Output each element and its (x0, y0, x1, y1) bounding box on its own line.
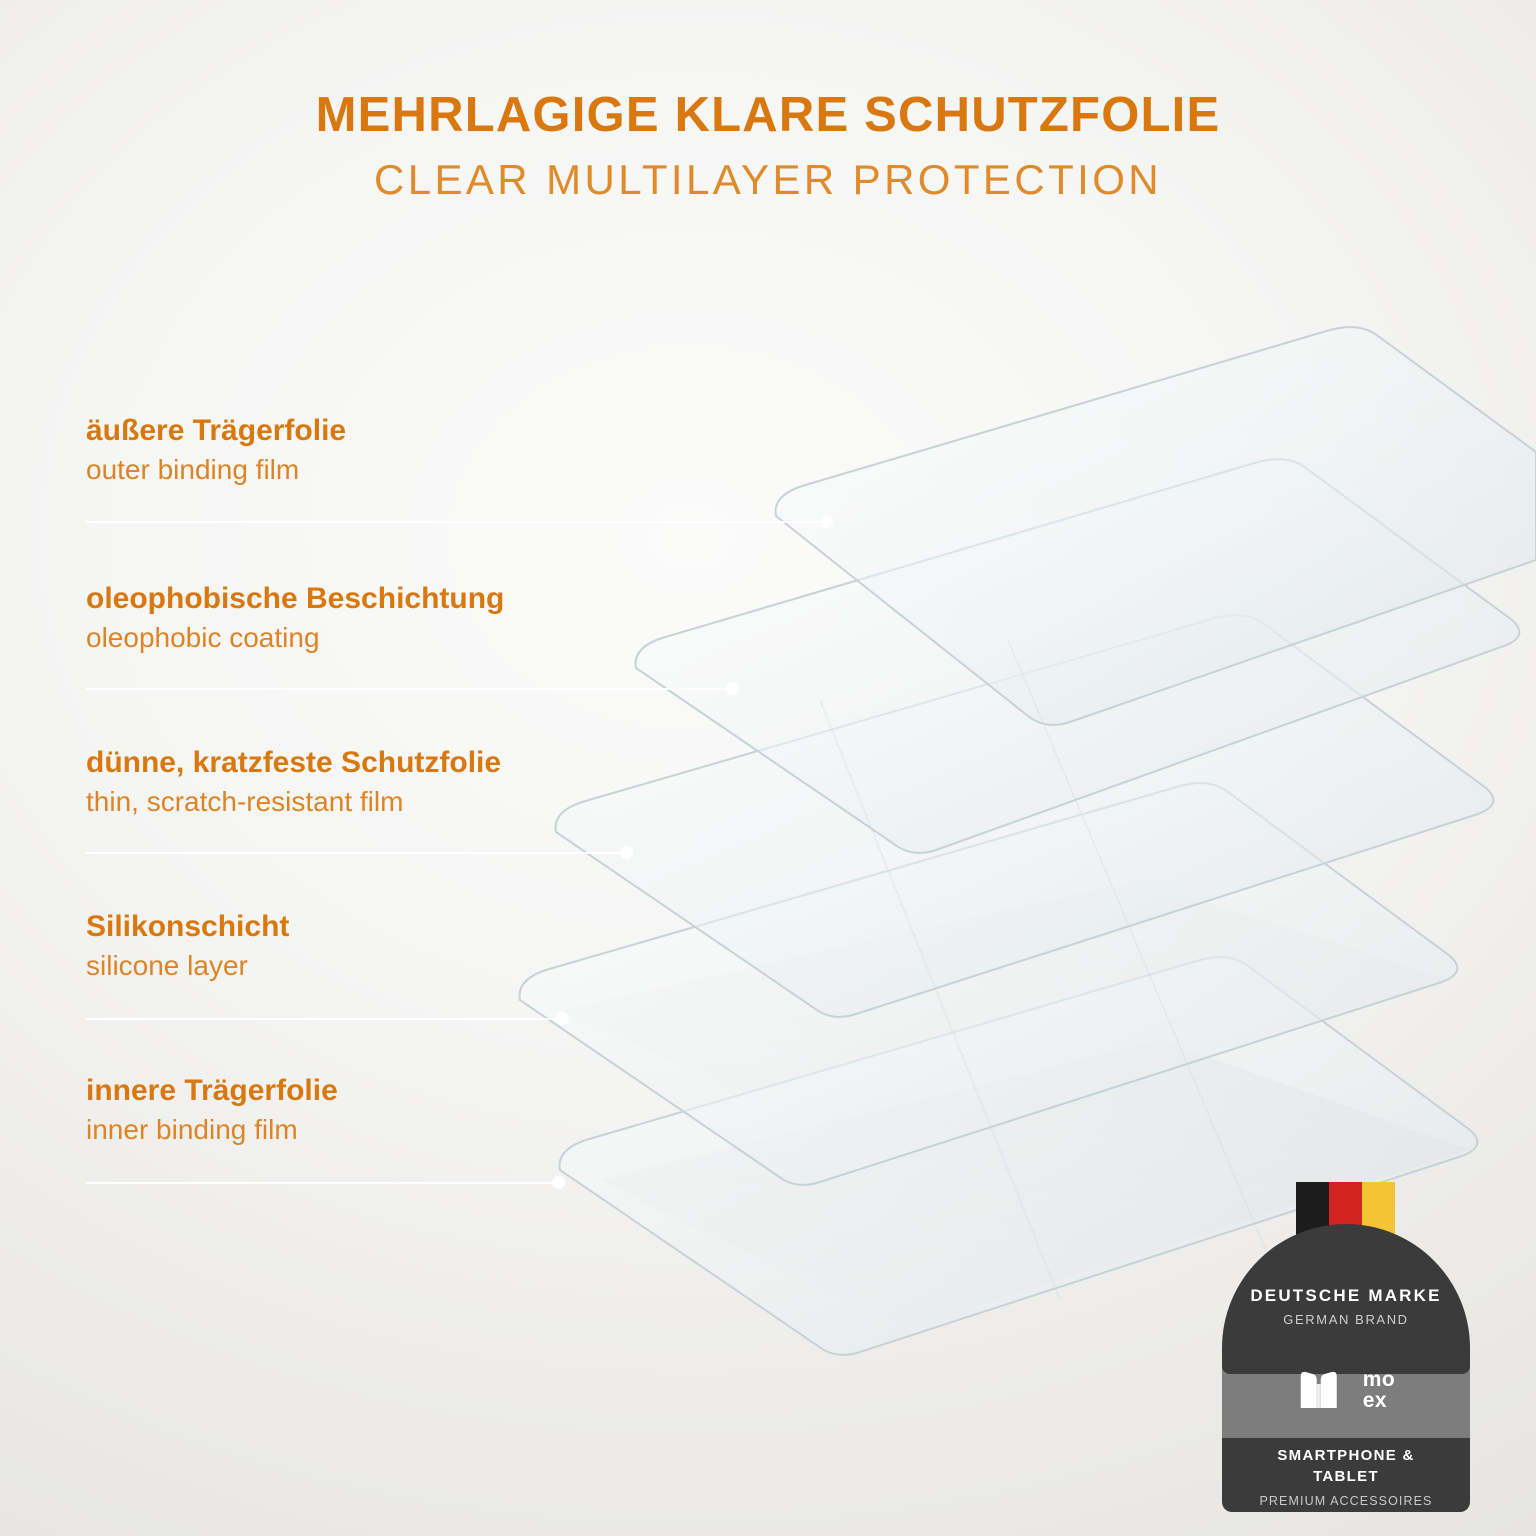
header-block (0, 88, 1536, 205)
badge-category-line1: SMARTPHONE & (1277, 1447, 1415, 1464)
layer-label-en: outer binding film (86, 453, 300, 485)
badge-label-en: GERMAN BRAND (1283, 1312, 1409, 1327)
leader-dot-3 (620, 846, 633, 859)
badge-dome (1222, 1224, 1470, 1374)
layer-label-outer-binding (86, 412, 346, 488)
layer-label-en: thin, scratch-resistant film (86, 785, 404, 817)
moex-logo (1297, 1368, 1396, 1412)
layer-label-scratch-resistant (86, 744, 501, 820)
layer-label-de: Silikonschicht (86, 910, 290, 943)
moex-logo-text-ex: ex (1362, 1389, 1388, 1412)
badge-label-de: DEUTSCHE MARKE (1250, 1286, 1442, 1305)
leader-dot-5 (552, 1176, 565, 1189)
leader-dot-1 (820, 515, 833, 528)
layer-label-silicone (86, 908, 289, 984)
layer-label-en: oleophobic coating (86, 621, 320, 653)
title-english: CLEAR MULTILAYER PROTECTION (373, 155, 1163, 203)
badge-category-line2: TABLET (1313, 1467, 1379, 1485)
leader-line-3 (86, 852, 626, 854)
moex-logo-mark (1297, 1368, 1357, 1412)
badge-footer (1222, 1438, 1470, 1512)
leader-dot-4 (556, 1012, 569, 1025)
leader-line-1 (86, 521, 826, 523)
leader-line-4 (86, 1018, 562, 1020)
badge-tagline: PREMIUM ACCESSOIRES (1259, 1493, 1433, 1508)
layer-label-en: silicone layer (86, 949, 248, 981)
layer-label-de: äußere Trägerfolie (86, 414, 347, 447)
brand-badge (1222, 1182, 1470, 1512)
layer-label-de: innere Trägerfolie (86, 1074, 338, 1107)
title-german: MEHRLAGIGE KLARE SCHUTZFOLIE (315, 88, 1221, 142)
layer-label-en: inner binding film (86, 1113, 298, 1145)
moex-logo-text-mo: mo (1362, 1368, 1396, 1391)
layer-label-de: oleophobische Beschichtung (86, 582, 505, 615)
leader-line-5 (86, 1182, 558, 1184)
layer-label-de: dünne, kratzfeste Schutzfolie (86, 746, 502, 779)
leader-dot-2 (726, 682, 739, 695)
layer-label-inner-binding (86, 1072, 338, 1148)
layer-label-oleophobic (86, 580, 504, 656)
leader-line-2 (86, 688, 732, 690)
moex-logo-text (1363, 1369, 1396, 1411)
